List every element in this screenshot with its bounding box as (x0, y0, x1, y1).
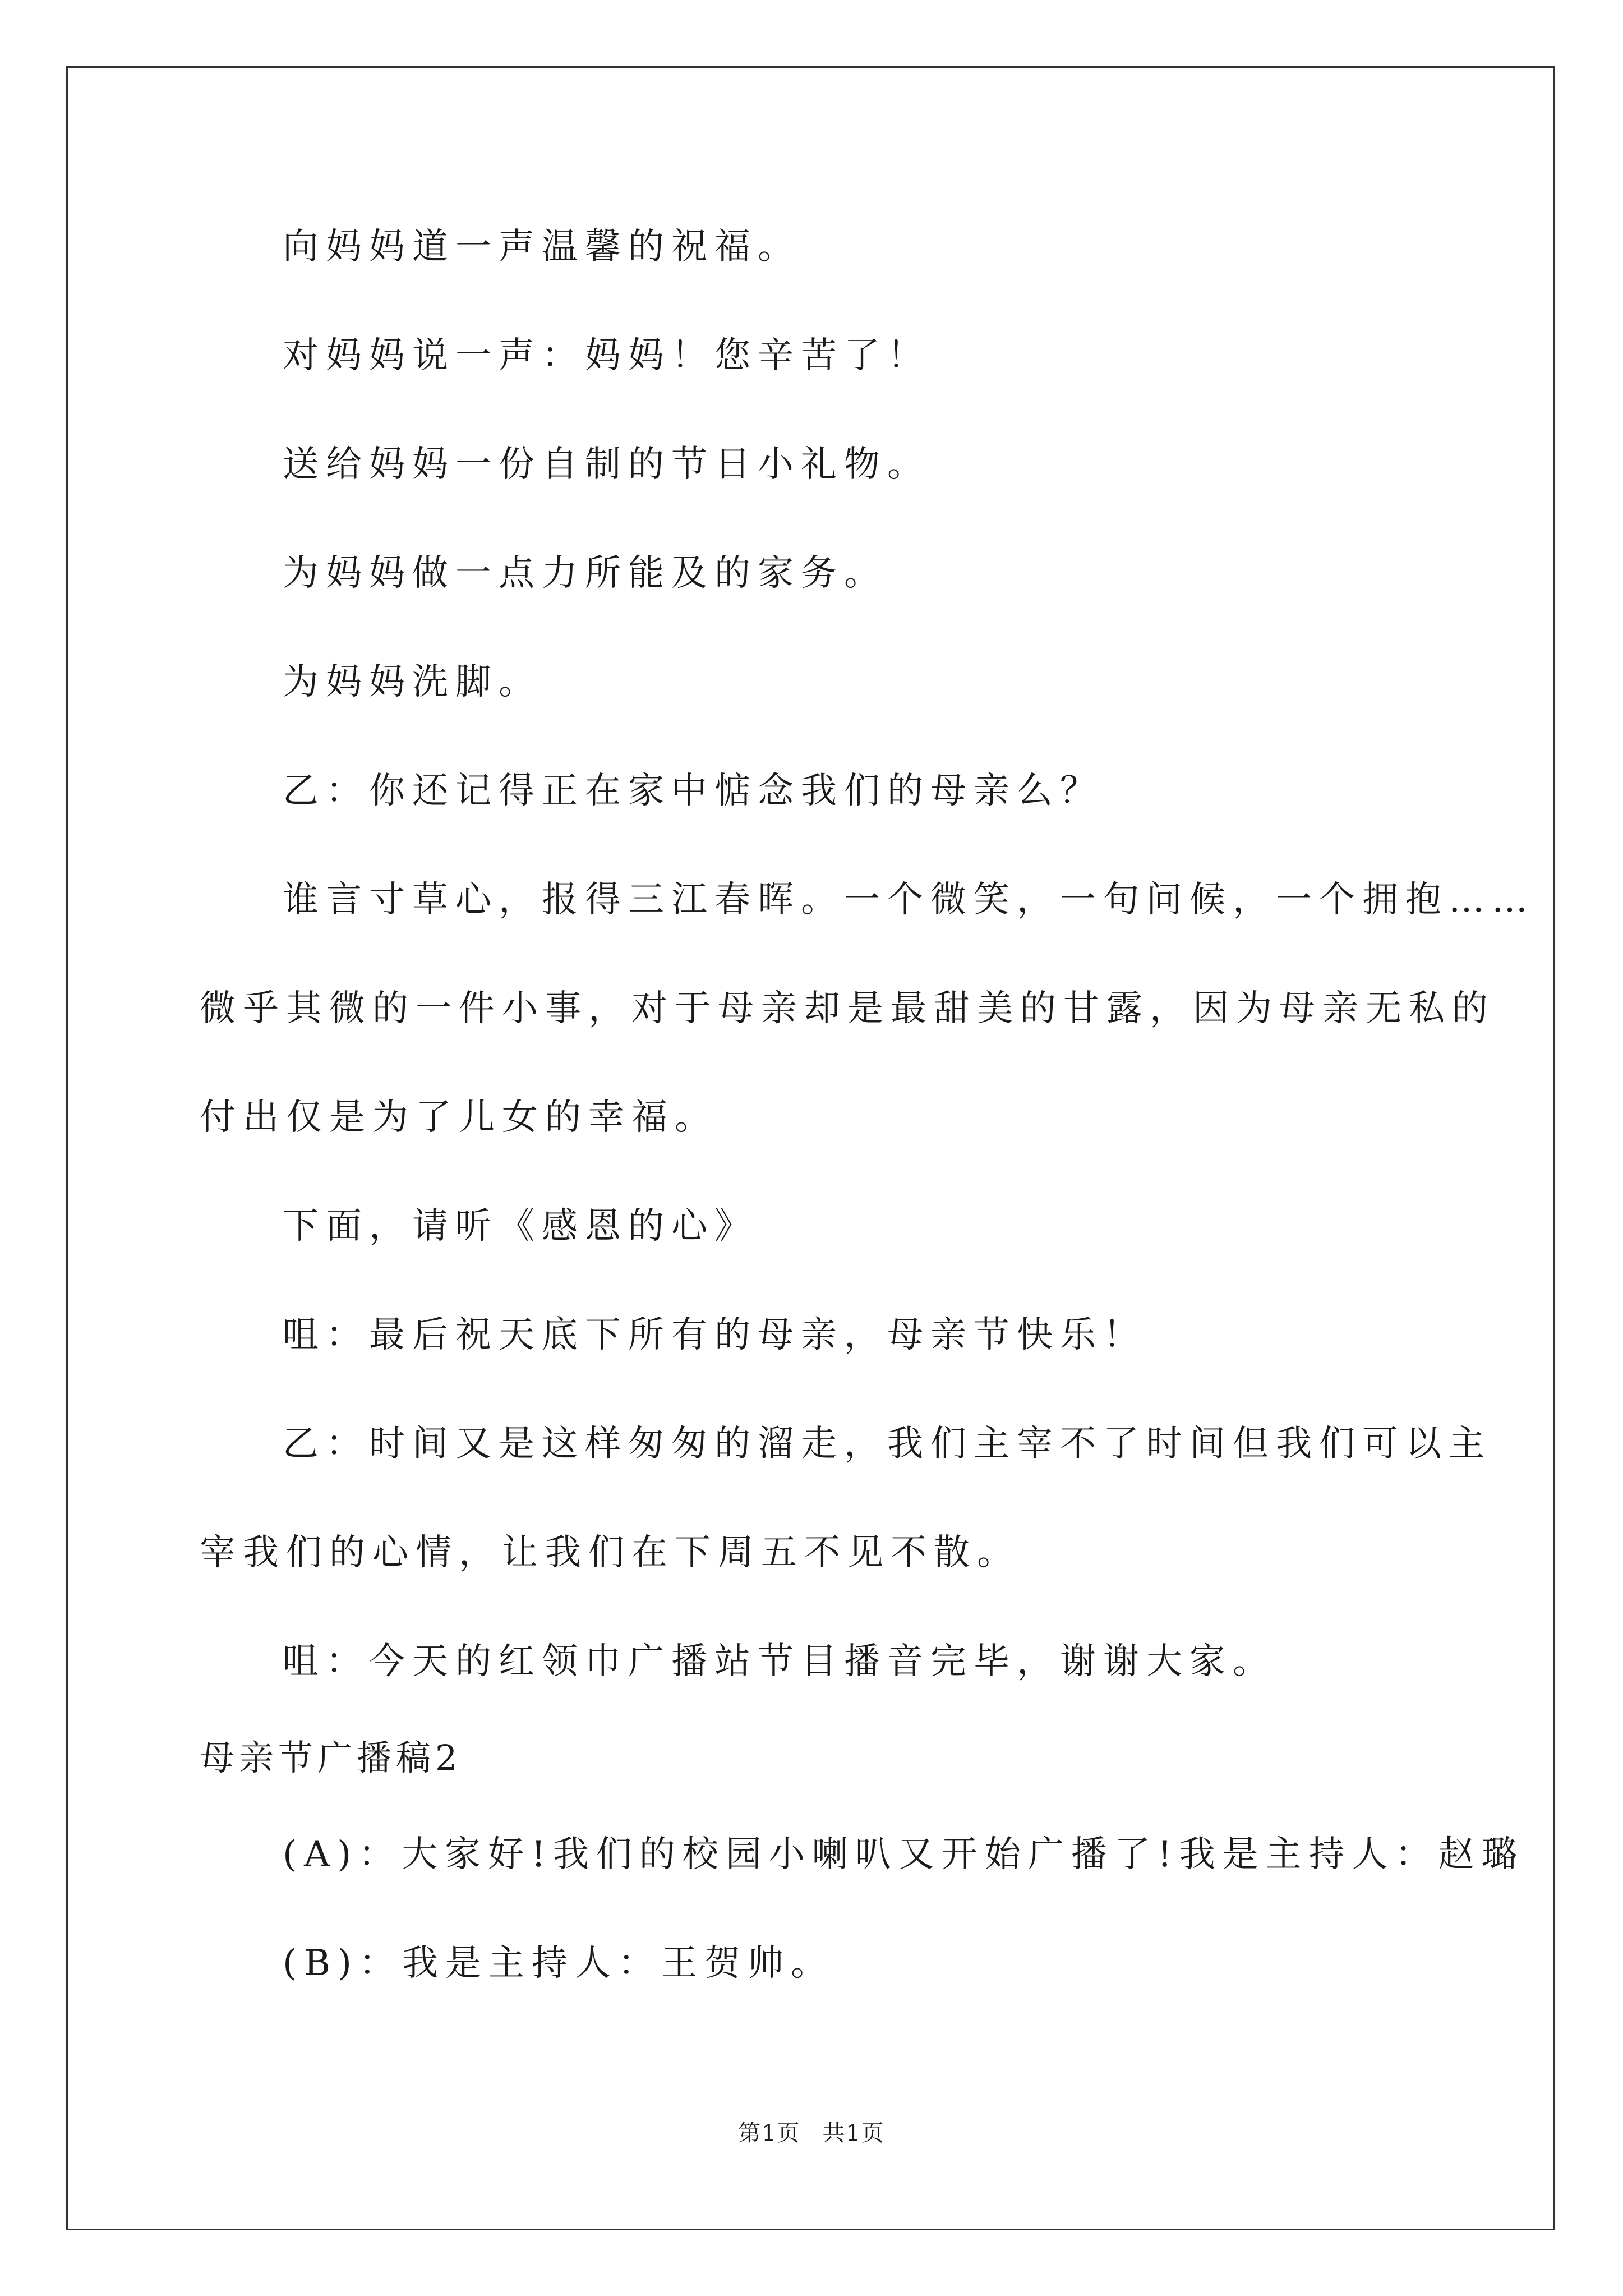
paragraph-line: 为妈妈洗脚。 (283, 661, 542, 703)
page-footer (0, 2119, 1623, 2147)
section-heading: 母亲节广播稿2 (200, 1737, 462, 1778)
paragraph-line: 咀：最后祝天底下所有的母亲，母亲节快乐！ (283, 1314, 1146, 1356)
page-total: 共1页 (822, 2120, 885, 2146)
paragraph-line: 微乎其微的一件小事，对于母亲却是最甜美的甘露，因为母亲无私的 (200, 988, 1495, 1029)
page-border (66, 66, 1555, 2230)
paragraph-line: 向妈妈道一声温馨的祝福。 (283, 226, 801, 268)
paragraph-line: (A)：大家好!我们的校园小喇叭又开始广播了!我是主持人：赵璐 (283, 1834, 1525, 1875)
paragraph-line: 谁言寸草心，报得三江春晖。一个微笑，一句问候，一个拥抱…… (283, 879, 1535, 921)
paragraph-line: 咀：今天的红领巾广播站节目播音完毕，谢谢大家。 (283, 1641, 1276, 1682)
paragraph-line: 对妈妈说一声：妈妈！您辛苦了！ (283, 335, 930, 376)
paragraph-line: (B)：我是主持人：王贺帅。 (283, 1943, 834, 1984)
paragraph-line: 乙：时间又是这样匆匆的溜走，我们主宰不了时间但我们可以主 (283, 1423, 1492, 1465)
paragraph-line: 付出仅是为了儿女的幸福。 (200, 1097, 718, 1138)
paragraph-line: 下面，请听《感恩的心》 (283, 1205, 758, 1247)
page-number: 第1页 (738, 2120, 801, 2146)
paragraph-line: 送给妈妈一份自制的节日小礼物。 (283, 444, 930, 485)
paragraph-line: 乙：你还记得正在家中惦念我们的母亲么？ (283, 770, 1103, 812)
paragraph-line: 宰我们的心情，让我们在下周五不见不散。 (200, 1532, 1020, 1573)
paragraph-line: 为妈妈做一点力所能及的家务。 (283, 553, 887, 594)
